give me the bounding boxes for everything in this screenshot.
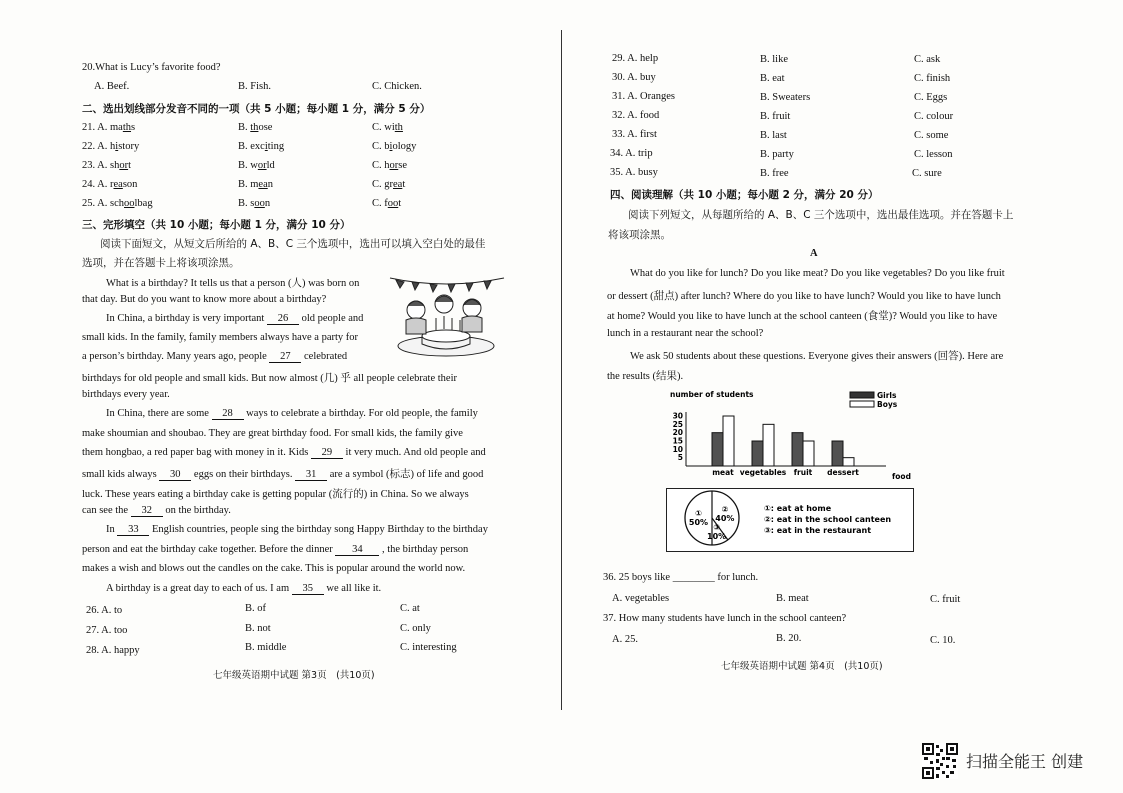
option-30-c: C. finish bbox=[914, 73, 951, 84]
y-tick-label: 10 bbox=[672, 444, 683, 454]
passage-line: luck. These years eating a birthday cake is getting popular (流行的) in China. So we always bbox=[82, 489, 469, 500]
passage-a-line: the results (结果). bbox=[607, 371, 684, 382]
passage-line: birthdays every year. bbox=[82, 389, 170, 400]
option-35-b: B. free bbox=[760, 168, 789, 179]
passage-line: In China, there are some 28 ways to celebrate a birthday. For old people, the family bbox=[106, 408, 478, 419]
legend-label-boys: Boys bbox=[877, 400, 898, 409]
q37-stem: 37. How many students have lunch in the school canteen? bbox=[603, 613, 847, 624]
passage-line: person and eat the birthday cake together. Before the dinner 34 , the birthday person bbox=[82, 544, 469, 555]
q21-c: C. with bbox=[372, 122, 403, 133]
blank-34: 34 bbox=[335, 544, 379, 556]
q24-a: 24. A. reason bbox=[82, 179, 138, 190]
x-axis-label: food bbox=[892, 472, 911, 481]
section-4-instruction-2: 将该项涂黑。 bbox=[608, 229, 671, 241]
blank-32: 32 bbox=[131, 505, 163, 517]
bar-boys-dessert bbox=[843, 458, 854, 466]
option-33-a: 33. A. first bbox=[612, 129, 657, 140]
option-27-a: 27. A. too bbox=[86, 625, 128, 636]
x-tick-label: meat bbox=[712, 468, 734, 477]
section-2-title: 二、选出划线部分发音不同的一项（共 5 小题；每小题 1 分，满分 5 分） bbox=[82, 103, 431, 115]
q24-b: B. mean bbox=[238, 179, 273, 190]
passage-line: What is a birthday? It tells us that a person (人) was born on bbox=[106, 278, 360, 289]
passage-line: that day. But do you want to know more about a birthday? bbox=[82, 294, 327, 305]
blank-31: 31 bbox=[295, 469, 327, 481]
q23-a: 23. A. short bbox=[82, 160, 132, 171]
option-32-c: C. colour bbox=[914, 111, 954, 122]
passage-line: make shoumian and shoubao. They are great birthday food. For small kids, the family give bbox=[82, 428, 463, 439]
q20-option-b: B. Fish. bbox=[238, 81, 271, 92]
option-33-b: B. last bbox=[760, 130, 787, 141]
bar-girls-vegetables bbox=[752, 441, 763, 466]
blank-33: 33 bbox=[117, 524, 149, 536]
q37-option-a: A. 25. bbox=[612, 634, 638, 645]
option-33-c: C. some bbox=[914, 130, 949, 141]
x-tick-label: dessert bbox=[827, 468, 859, 477]
q25-c: C. foot bbox=[372, 198, 402, 209]
q24-c: C. great bbox=[372, 179, 406, 190]
q20-option-c: C. Chicken. bbox=[372, 81, 422, 92]
option-34-c: C. lesson bbox=[914, 149, 953, 160]
passage-line: makes a wish and blows out the candles on the cake. This is popular around the world now. bbox=[82, 563, 466, 574]
passage-line: In 33 English countries, people sing the birthday song Happy Birthday to the birthday bbox=[106, 524, 488, 535]
option-32-b: B. fruit bbox=[760, 111, 791, 122]
bar-boys-meat bbox=[723, 416, 734, 466]
q23-b: B. world bbox=[238, 160, 275, 171]
q36-option-c: C. fruit bbox=[930, 594, 961, 605]
option-31-b: B. Sweaters bbox=[760, 92, 811, 103]
option-28-c: C. interesting bbox=[400, 642, 457, 653]
passage-a-line: We ask 50 students about these questions. Everyone gives their answers (回答). Here are bbox=[630, 351, 1004, 362]
pie-slice-label-2: 40% bbox=[715, 513, 735, 523]
q22-b: B. exciting bbox=[238, 141, 285, 152]
blank-27: 27 bbox=[269, 351, 301, 363]
right-page-footer: 七年级英语期中试题 第4页 (共10页) bbox=[721, 661, 883, 672]
q36-option-a: A. vegetables bbox=[612, 593, 670, 604]
passage-line: small kids. In the family, family members always have a party for bbox=[82, 332, 359, 343]
option-27-c: C. only bbox=[400, 623, 431, 634]
q20-stem: 20.What is Lucy’s favorite food? bbox=[82, 62, 221, 73]
y-tick-label: 20 bbox=[672, 428, 683, 438]
legend-swatch-girls bbox=[850, 392, 874, 398]
option-29-a: 29. A. help bbox=[612, 53, 659, 64]
q25-a: 25. A. schoolbag bbox=[82, 198, 153, 209]
q20-option-a: A. Beef. bbox=[94, 81, 130, 92]
q21-b: B. those bbox=[238, 122, 273, 133]
pie-legend-item-2: ②: eat in the school canteen bbox=[764, 515, 892, 524]
option-34-b: B. party bbox=[760, 149, 794, 160]
pie-slice-label-3: 10% bbox=[707, 532, 727, 542]
option-31-a: 31. A. Oranges bbox=[612, 91, 675, 102]
option-34-a: 34. A. trip bbox=[610, 148, 653, 159]
passage-a-line: What do you like for lunch? Do you like meat? Do you like vegetables? Do you like fruit bbox=[630, 268, 1005, 279]
section-4-title: 四、阅读理解（共 10 小题；每小题 2 分，满分 20 分） bbox=[610, 189, 879, 201]
q37-option-b: B. 20. bbox=[776, 633, 802, 644]
blank-26: 26 bbox=[267, 313, 299, 325]
option-26-c: C. at bbox=[400, 603, 420, 614]
page-divider bbox=[561, 30, 562, 710]
passage-line: them hongbao, a red paper bag with money in it. Kids 29 it very much. And old people and bbox=[82, 447, 486, 458]
q23-c: C. horse bbox=[372, 160, 408, 171]
q37-option-c: C. 10. bbox=[930, 635, 956, 646]
bar-boys-vegetables bbox=[763, 424, 774, 466]
passage-line: In China, a birthday is very important 26 old people and bbox=[106, 313, 364, 324]
option-32-a: 32. A. food bbox=[612, 110, 660, 121]
blank-35: 35 bbox=[292, 583, 324, 595]
q21-a: 21. A. maths bbox=[82, 122, 136, 133]
bar-girls-fruit bbox=[792, 433, 803, 466]
option-26-b: B. of bbox=[245, 603, 266, 614]
blank-29: 29 bbox=[311, 447, 343, 459]
pie-legend-item-3: ③: eat in the restaurant bbox=[764, 526, 872, 535]
legend-label-girls: Girls bbox=[877, 391, 897, 400]
option-30-a: 30. A. buy bbox=[612, 72, 656, 83]
option-31-c: C. Eggs bbox=[914, 92, 948, 103]
passage-line: A birthday is a great day to each of us. I am 35 we all like it. bbox=[106, 583, 382, 594]
section-3-instruction-2: 选项，并在答题卡上将该项涂黑。 bbox=[82, 257, 240, 269]
passage-line: small kids always 30 eggs on their birthdays. 31 are a symbol (标志) of life and good bbox=[82, 469, 484, 480]
passage-letter: A bbox=[810, 248, 818, 259]
section-4-instruction-1: 阅读下列短文，从每题所给的 A、B、C 三个选项中，选出最佳选项。并在答题卡上 bbox=[628, 209, 1014, 221]
bar-boys-fruit bbox=[803, 441, 814, 466]
bar-girls-meat bbox=[712, 433, 723, 466]
option-28-b: B. middle bbox=[245, 642, 287, 653]
blank-30: 30 bbox=[159, 469, 191, 481]
legend-swatch-boys bbox=[850, 401, 874, 407]
bar-girls-dessert bbox=[832, 441, 843, 466]
option-29-c: C. ask bbox=[914, 54, 941, 65]
q36-stem: 36. 25 boys like ________ for lunch. bbox=[603, 572, 759, 583]
left-page-footer: 七年级英语期中试题 第3页 (共10页) bbox=[213, 670, 375, 681]
pie-legend-item-1: ①: eat at home bbox=[764, 504, 832, 513]
y-tick-label: 25 bbox=[672, 419, 683, 429]
passage-a-line: or dessert (甜点) after lunch? Where do you like to have lunch? Would you like to have lunch bbox=[607, 291, 1001, 302]
lunch-place-pie-chart bbox=[666, 488, 914, 552]
qr-code-icon bbox=[922, 743, 958, 779]
pie-slice-id-1: ① bbox=[695, 509, 702, 518]
option-26-a: 26. A. to bbox=[86, 605, 123, 616]
y-tick-label: 30 bbox=[672, 411, 683, 421]
x-tick-label: fruit bbox=[793, 468, 813, 477]
option-35-a: 35. A. busy bbox=[610, 167, 658, 178]
q36-option-b: B. meat bbox=[776, 593, 809, 604]
option-29-b: B. like bbox=[760, 54, 788, 65]
pie-slice-id-2: ② bbox=[721, 504, 729, 514]
option-35-c: C. sure bbox=[912, 168, 942, 179]
q22-c: C. biology bbox=[372, 141, 417, 152]
y-tick-label: 5 bbox=[677, 453, 683, 463]
blank-28: 28 bbox=[212, 408, 244, 420]
section-3-title: 三、完形填空（共 10 小题；每小题 1 分，满分 10 分） bbox=[82, 219, 351, 231]
passage-line: a person’s birthday. Many years ago, people 27 celebrated bbox=[82, 351, 348, 362]
y-tick-label: 15 bbox=[672, 436, 683, 446]
option-30-b: B. eat bbox=[760, 73, 785, 84]
passage-a-line: lunch in a restaurant near the school? bbox=[607, 328, 764, 339]
option-28-a: 28. A. happy bbox=[86, 645, 140, 656]
birthday-illustration bbox=[388, 272, 506, 364]
q22-a: 22. A. history bbox=[82, 141, 140, 152]
option-27-b: B. not bbox=[245, 623, 271, 634]
x-tick-label: vegetables bbox=[739, 468, 787, 477]
y-axis-label: number of students bbox=[670, 390, 754, 399]
scanner-watermark: 扫描全能王 创建 bbox=[966, 752, 1084, 771]
passage-line: birthdays for old people and small kids. But now almost (几) 乎 all people celebrate their bbox=[82, 373, 457, 384]
pie-slice-label-1: 50% bbox=[688, 518, 709, 527]
pie-slice-id-3: ③ bbox=[713, 523, 720, 533]
passage-line: can see the 32 on the birthday. bbox=[82, 505, 231, 516]
q25-b: B. soon bbox=[238, 198, 271, 209]
section-3-instruction-1: 阅读下面短文，从短文后所给的 A、B、C 三个选项中，选出可以填入空白处的最佳 bbox=[100, 238, 486, 250]
lunch-food-bar-chart bbox=[662, 386, 922, 484]
passage-a-line: at home? Would you like to have lunch at the school canteen (食堂)? Would you like to have bbox=[607, 311, 998, 322]
